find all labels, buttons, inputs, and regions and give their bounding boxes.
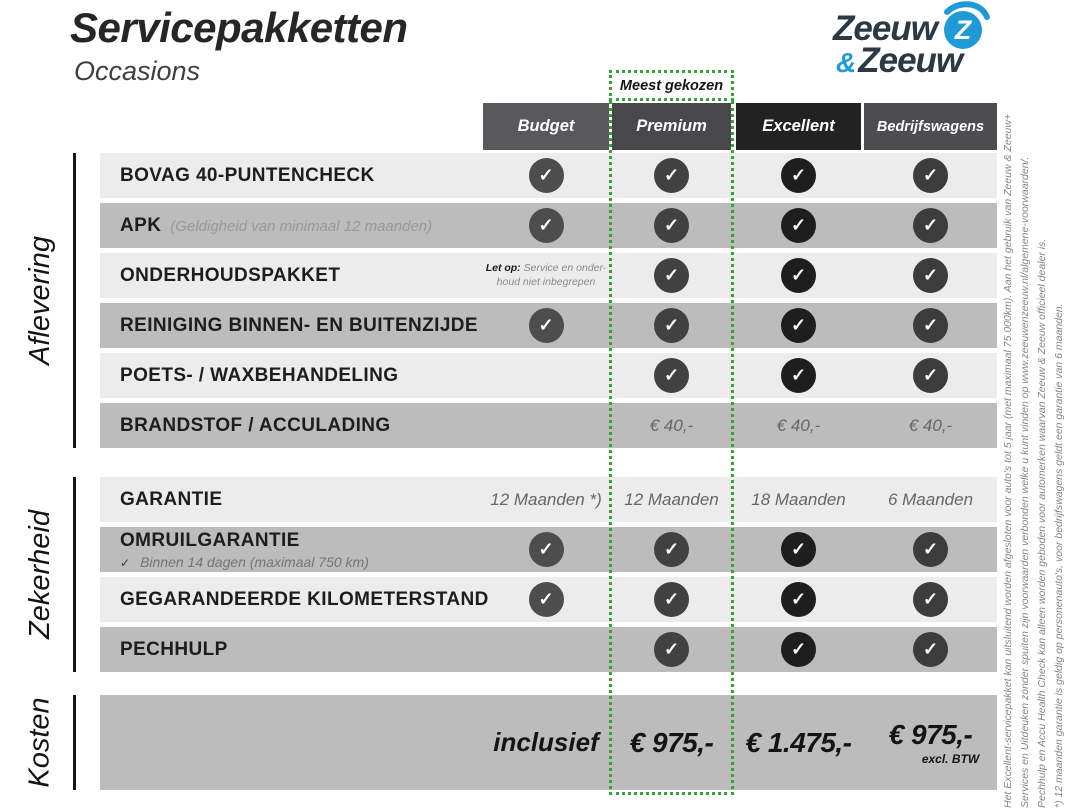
cell-excellent bbox=[736, 203, 861, 248]
column-header-budget: Budget bbox=[483, 103, 609, 150]
cell-premium bbox=[612, 203, 731, 248]
check-icon: ✓ bbox=[781, 258, 816, 293]
check-icon: ✓ bbox=[913, 632, 948, 667]
svg-text:Z: Z bbox=[954, 15, 972, 45]
check-icon: ✓ bbox=[781, 158, 816, 193]
cell-budget bbox=[483, 153, 609, 198]
garantie-value: 6 Maanden bbox=[887, 489, 974, 509]
row-label: GEGARANDEERDE KILOMETERSTAND bbox=[120, 588, 489, 610]
cell-excellent bbox=[736, 527, 861, 572]
check-icon: ✓ bbox=[654, 532, 689, 567]
page-subtitle: Occasions bbox=[74, 56, 201, 86]
cell-budget bbox=[483, 527, 609, 572]
check-icon: ✓ bbox=[529, 158, 564, 193]
cell-bedrijfswagens bbox=[864, 527, 997, 572]
section-label-zekerheid: Zekerheid bbox=[23, 510, 56, 639]
cell-bedrijfswagens bbox=[864, 203, 997, 248]
cell-bedrijfswagens bbox=[864, 403, 997, 448]
table-row-reiniging bbox=[100, 303, 997, 348]
column-header-premium: Premium bbox=[612, 103, 731, 150]
cell-budget bbox=[483, 577, 609, 622]
check-icon: ✓ bbox=[781, 358, 816, 393]
check-icon: ✓ bbox=[781, 582, 816, 617]
check-icon: ✓ bbox=[654, 208, 689, 243]
row-label: BOVAG 40-PUNTENCHECK bbox=[120, 164, 375, 186]
logo-word-1: Zeeuw bbox=[833, 8, 937, 48]
check-icon: ✓ bbox=[913, 582, 948, 617]
footnote-line: Het Excellent-servicepakket kan uitsluitend worden afgesloten voor auto's tot 5 jaar (met maximaal 75.000km). Aan het gebruik van Zeeuw & Zeeuw+ bbox=[1002, 113, 1014, 808]
table-row-omruilgarantie bbox=[100, 527, 997, 572]
small-check-icon: ✓ bbox=[120, 555, 131, 570]
cell-excellent bbox=[736, 253, 861, 298]
check-icon: ✓ bbox=[529, 308, 564, 343]
check-icon: ✓ bbox=[781, 632, 816, 667]
logo-word-2: Zeeuw bbox=[858, 41, 963, 80]
footnote-line: *) 12 maanden garantie is geldig op personenauto's, voor bedrijfswagens geldt een garantie van 6 maanden. bbox=[1053, 303, 1065, 808]
check-icon: ✓ bbox=[913, 532, 948, 567]
column-header-row bbox=[100, 103, 997, 150]
check-icon: ✓ bbox=[529, 532, 564, 567]
check-icon: ✓ bbox=[913, 358, 948, 393]
section-label-kosten: Kosten bbox=[23, 697, 56, 788]
row-label: POETS- / WAXBEHANDELING bbox=[120, 364, 399, 386]
cell-budget-empty bbox=[483, 353, 609, 398]
footnote-line: Pechhulp en Accu Health Check kan alleen worden geboden voor automerken waarvan Zeeuw & Zeeuw officieel dealer is. bbox=[1036, 238, 1048, 808]
check-icon: ✓ bbox=[654, 258, 689, 293]
cost-budget: inclusief bbox=[493, 727, 599, 757]
cell-bedrijfswagens bbox=[864, 477, 997, 522]
row-label: APK bbox=[120, 214, 162, 236]
check-icon: ✓ bbox=[654, 308, 689, 343]
cell-premium bbox=[612, 527, 731, 572]
cell-premium bbox=[612, 627, 731, 672]
cell-excellent bbox=[736, 403, 861, 448]
check-icon: ✓ bbox=[913, 308, 948, 343]
cell-excellent bbox=[736, 577, 861, 622]
garantie-value: 18 Maanden bbox=[751, 489, 846, 509]
row-label: REINIGING BINNEN- EN BUITENZIJDE bbox=[120, 314, 478, 336]
footnote-line: Services en Uitdeuken zonder spuiten zijn voorwaarden verbonden welke u kunt vinden op www.zeeuwenzeeuw.nl/algemene-voorwaarden/. bbox=[1019, 156, 1031, 808]
cell-budget bbox=[483, 303, 609, 348]
cell-bedrijfswagens bbox=[864, 627, 997, 672]
table-row-apk bbox=[100, 203, 997, 248]
cell-premium bbox=[612, 403, 731, 448]
cell-excellent bbox=[736, 353, 861, 398]
cell-excellent bbox=[736, 303, 861, 348]
row-label: ONDERHOUDSPAKKET bbox=[120, 264, 341, 286]
cell-bedrijfswagens bbox=[864, 303, 997, 348]
cell-bedrijfswagens bbox=[864, 153, 997, 198]
column-header-excellent: Excellent bbox=[736, 103, 861, 150]
cell-bedrijfswagens bbox=[864, 577, 997, 622]
row-label: GARANTIE bbox=[120, 488, 223, 510]
table-row-onderhoudspakket bbox=[100, 253, 997, 298]
price-value: € 40,- bbox=[776, 415, 821, 435]
check-icon: ✓ bbox=[529, 582, 564, 617]
row-label: PECHHULP bbox=[120, 638, 228, 660]
check-icon: ✓ bbox=[654, 632, 689, 667]
cell-bedrijfswagens bbox=[864, 353, 997, 398]
cell-budget-empty bbox=[483, 403, 609, 448]
cell-premium bbox=[612, 303, 731, 348]
page-title: Servicepakketten bbox=[70, 4, 408, 51]
table-row-gegarandeerde-kilometerstand bbox=[100, 577, 997, 622]
cell-excellent bbox=[736, 627, 861, 672]
column-header-bedrijfswagens: Bedrijfswagens bbox=[864, 103, 997, 150]
let-op-note: Let op: Service en onder- houd niet inbegrepen bbox=[485, 261, 607, 288]
cell-excellent bbox=[736, 477, 861, 522]
cell-budget bbox=[483, 253, 609, 298]
check-icon: ✓ bbox=[654, 582, 689, 617]
cell-premium bbox=[612, 577, 731, 622]
cell-premium bbox=[612, 353, 731, 398]
table-row-bovag-40-puntencheck bbox=[100, 153, 997, 198]
price-value: € 40,- bbox=[649, 415, 694, 435]
row-sub-note: ✓ Binnen 14 dagen (maximaal 750 km) bbox=[120, 553, 369, 570]
cost-excellent: € 1.475,- bbox=[745, 726, 852, 758]
section-line-kosten bbox=[73, 695, 76, 790]
row-label-note: (Geldigheid van minimaal 12 maanden) bbox=[170, 217, 433, 235]
cost-premium: € 975,- bbox=[629, 726, 714, 758]
footnotes bbox=[1000, 104, 1072, 808]
cell-budget bbox=[483, 477, 609, 522]
cell-budget-empty bbox=[483, 627, 609, 672]
check-icon: ✓ bbox=[654, 158, 689, 193]
cell-premium bbox=[612, 253, 731, 298]
cell-budget bbox=[483, 203, 609, 248]
section-line-zekerheid bbox=[73, 477, 76, 672]
row-label: OMRUILGARANTIE bbox=[120, 529, 300, 551]
check-icon: ✓ bbox=[913, 258, 948, 293]
cell-excellent bbox=[736, 153, 861, 198]
check-icon: ✓ bbox=[781, 308, 816, 343]
check-icon: ✓ bbox=[913, 208, 948, 243]
table-row-brandstof-acculading bbox=[100, 403, 997, 448]
meest-gekozen-badge bbox=[609, 70, 734, 101]
table-row-poets-waxbehandeling bbox=[100, 353, 997, 398]
section-label-aflevering: Aflevering bbox=[23, 236, 56, 365]
check-icon: ✓ bbox=[654, 358, 689, 393]
cost-bedrijfswagens: € 975,- excl. BTW bbox=[888, 719, 980, 766]
section-line-aflevering bbox=[73, 153, 76, 448]
check-icon: ✓ bbox=[529, 208, 564, 243]
check-icon: ✓ bbox=[781, 532, 816, 567]
excl-btw-note: excl. BTW bbox=[921, 752, 980, 766]
garantie-value: 12 Maanden *) bbox=[490, 489, 602, 509]
garantie-value: 12 Maanden bbox=[624, 489, 719, 509]
costs-row bbox=[100, 695, 997, 790]
meest-gekozen-label: Meest gekozen bbox=[619, 77, 724, 94]
check-icon: ✓ bbox=[913, 158, 948, 193]
row-label: BRANDSTOF / ACCULADING bbox=[120, 414, 391, 436]
check-icon: ✓ bbox=[781, 208, 816, 243]
price-value: € 40,- bbox=[908, 415, 953, 435]
cell-premium bbox=[612, 477, 731, 522]
cell-bedrijfswagens bbox=[864, 253, 997, 298]
cell-premium bbox=[612, 153, 731, 198]
logo-ampersand: & bbox=[836, 47, 857, 78]
table-row-garantie bbox=[100, 477, 997, 522]
zeeuw-en-zeeuw-logo bbox=[833, 4, 1008, 78]
table-row-pechhulp bbox=[100, 627, 997, 672]
